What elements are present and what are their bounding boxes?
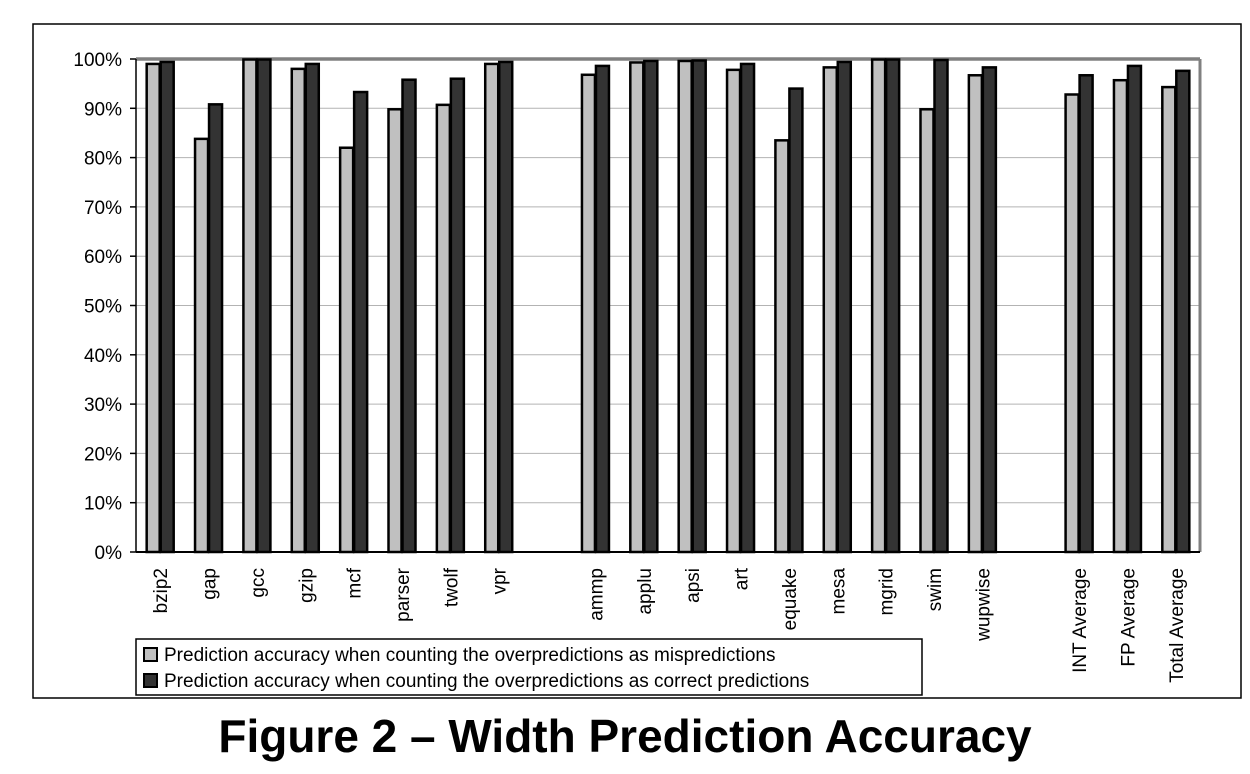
x-tick-label: mcf [344,568,366,599]
bar-mispredictions-bzip2 [147,64,160,552]
bar-mispredictions-gcc [243,59,256,552]
y-tick-label: 30% [83,395,122,417]
bar-correct-bzip2 [161,62,174,552]
bar-correct-gzip [306,64,319,552]
bar-correct-mcf [354,92,367,552]
x-tick-label: vpr [489,568,511,595]
bar-correct-applu [644,61,657,552]
bar-mispredictions-art [727,70,740,552]
bar-correct-vpr [499,62,512,552]
x-tick-label: applu [634,568,656,615]
y-tick-label: 20% [83,444,122,466]
x-tick-label: apsi [683,568,705,603]
bar-mispredictions-twolf [437,105,450,552]
bar-correct-gap [209,104,222,552]
bar-mispredictions-mesa [824,67,837,552]
bar-correct-gcc [257,59,270,552]
x-tick-label: twolf [441,568,463,608]
bar-correct-ammp [596,66,609,552]
bar-correct-INT Average [1080,75,1093,552]
x-tick-label: equake [779,568,801,631]
bar-mispredictions-applu [630,62,643,552]
bar-correct-wupwise [983,67,996,552]
x-tick-label: parser [393,568,414,622]
bar-correct-swim [935,60,948,552]
x-tick-label: swim [925,568,946,612]
bar-mispredictions-mcf [340,148,353,552]
y-tick-label: 80% [83,148,122,170]
bar-mispredictions-swim [921,109,934,552]
bar-mispredictions-vpr [485,64,498,552]
x-tick-label: mesa [828,568,850,615]
legend [136,639,922,695]
bar-mispredictions-parser [389,109,402,552]
bar-mispredictions-wupwise [969,75,982,552]
bar-mispredictions-mgrid [872,59,885,552]
x-tick-label: gcc [247,568,269,598]
x-tick-label: gzip [296,568,318,603]
legend-swatch-series-1 [144,648,157,661]
y-tick-label: 50% [83,296,122,318]
x-tick-label: art [731,568,753,591]
x-tick-label: mgrid [876,568,898,616]
y-tick-label: 70% [83,197,122,219]
legend-swatch-series-2 [144,674,157,687]
bar-correct-equake [789,89,802,552]
bar-mispredictions-gzip [292,69,305,552]
bar-mispredictions-gap [195,139,208,552]
bar-correct-Total Average [1176,71,1189,552]
figure-caption: Figure 2 – Width Prediction Accuracy [218,710,1032,762]
bar-mispredictions-Total Average [1162,87,1175,552]
y-tick-label: 90% [83,99,122,121]
bar-mispredictions-ammp [582,75,595,552]
y-tick-label: 0% [94,543,122,564]
bar-correct-mesa [838,62,851,552]
bar-correct-FP Average [1128,66,1141,552]
x-tick-label: Total Average [1166,568,1188,683]
bar-correct-art [741,64,754,552]
bar-correct-parser [403,80,416,552]
bar-mispredictions-FP Average [1114,80,1127,552]
bar-correct-twolf [451,79,464,552]
y-tick-label: 40% [83,345,122,367]
legend-label-series-2: Prediction accuracy when counting the overpredictions as correct predictions [164,671,810,692]
y-tick-label: 100% [73,50,122,71]
bar-mispredictions-INT Average [1066,94,1079,552]
x-tick-label: wupwise [973,568,995,641]
x-tick-label: ammp [586,568,608,621]
x-tick-label: gap [199,568,221,600]
bar-correct-mgrid [886,59,899,552]
bar-mispredictions-apsi [679,61,692,552]
bar-mispredictions-equake [775,140,788,552]
x-tick-label: bzip2 [151,568,173,614]
y-tick-label: 10% [83,493,122,515]
x-tick-label: FP Average [1118,568,1140,667]
y-tick-label: 60% [83,247,122,269]
bar-correct-apsi [693,60,706,552]
legend-label-series-1: Prediction accuracy when counting the overpredictions as mispredictions [164,645,776,666]
x-tick-label: INT Average [1070,568,1092,673]
